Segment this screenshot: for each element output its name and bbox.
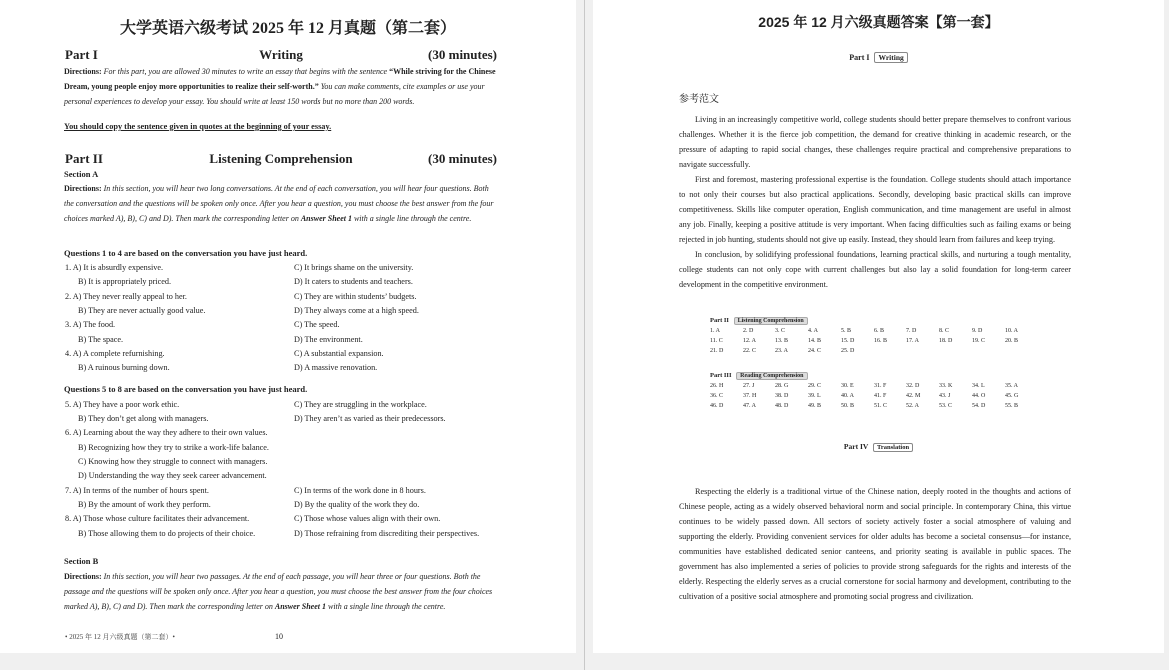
section-b-directions (64, 569, 498, 614)
reading-answer-cell: 45. G (1005, 393, 1019, 399)
listening-answer-cell: 14. B (808, 338, 822, 344)
option: B) They don’t get along with managers. (78, 414, 209, 423)
part1-name: Writing (259, 47, 303, 62)
option: C) In terms of the work done in 8 hours. (294, 486, 426, 495)
listening-answer-cell: 12. A (743, 338, 757, 344)
option: C) They are within students’ budgets. (294, 292, 417, 301)
translation-paragraph: Respecting the elderly is a traditional virtue of the Chinese nation, deeply rooted in the thoughts and actions of Chinese people, acting as a widely observed behavioral norm and social principle. In contemporary China, this virtue continues to be widely passed down. All sectors of society actively foster a social atmosphere of valuing and supporting the elderly. Providing convenient services for older adults has become a societal consensus—for instance, communities have established dedicated senior canteens, and priority seating is available in public spaces. The government has also implemented a series of policies to provide strong safeguards for the rights and interests of the elderly. Respecting the elderly serves as a crucial cornerstone for social harmony and development, contributing to the cultivation of a positive social atmosphere and promoting social progress and civilization. (679, 487, 1071, 601)
page-divider (584, 0, 585, 670)
section-b-label: Section B (64, 556, 99, 566)
reference-essay-heading: 参考范文 (679, 94, 719, 105)
reading-answer-cell: 37. H (743, 393, 757, 399)
translation-tag: Translation (873, 443, 913, 452)
reading-answer-cell: 40. A (841, 393, 855, 399)
reading-answer-cell: 34. L (972, 383, 985, 389)
option: B) It is appropriately priced. (78, 277, 171, 286)
part2-answer-header (710, 317, 808, 325)
listening-answer-cell: 7. D (906, 328, 917, 334)
section-a-label: Section A (64, 169, 99, 179)
translation-text (679, 484, 1071, 604)
reading-answer-cell: 47. A (743, 403, 757, 409)
part2-name: Listening Comprehension (209, 151, 353, 166)
listening-answer-cell: 10. A (1005, 328, 1019, 334)
part3-answer-header (710, 372, 808, 380)
listening-answer-cell: 20. B (1005, 338, 1019, 344)
reading-answer-cell: 26. H (710, 383, 724, 389)
option: 3. A) The food. (65, 320, 116, 329)
reading-answer-cell: 50. B (841, 403, 855, 409)
part1-dir-label: Directions: (64, 67, 102, 76)
option: B) Recognizing how they try to strike a work-life balance. (78, 443, 269, 452)
listening-answer-cell: 24. C (808, 348, 822, 354)
option: D) They aren’t as varied as their predecessors. (294, 414, 446, 423)
reading-answer-cell: 43. J (939, 393, 951, 399)
reading-answer-cell: 28. G (775, 383, 789, 389)
part1-time: (30 minutes) (428, 47, 497, 62)
part2-answer-label: Part II (710, 317, 729, 324)
option: D) A massive renovation. (294, 363, 378, 372)
option: B) By the amount of work they perform. (78, 500, 211, 509)
listening-answer-cell: 6. B (874, 328, 885, 334)
left-document-page (0, 0, 576, 653)
reading-answer-cell: 30. E (841, 383, 854, 389)
option: C) Knowing how they struggle to connect with managers. (78, 457, 268, 466)
part4-answer-label: Part IV (843, 442, 869, 451)
reading-answer-cell: 41. F (874, 393, 887, 399)
section-b-dir-text: In this section, you will hear two passages. At the end of each passage, you will hear three or four questions. Both the passage and the questions will be spoken only once. After you hear a question, you must choose the best answer from the four choices marked A), B), C) and D). Then mark the corresponding letter on (64, 572, 493, 611)
option: 8. A) Those whose culture facilitates their advancement. (65, 514, 250, 523)
section-a-answer-sheet: Answer Sheet 1 (300, 214, 352, 223)
page-footer: • 2025 年 12 月六级真题（第二套）• (65, 633, 175, 641)
part1-answer-label: Part I (849, 53, 870, 62)
listening-answer-cell: 9. D (972, 328, 983, 334)
reference-essay (679, 112, 1071, 292)
part1-directions (64, 64, 498, 109)
listening-tag: Listening Comprehension (734, 317, 808, 325)
part2-label: Part II (65, 151, 103, 166)
writing-tag: Writing (874, 52, 907, 63)
essay-paragraph: First and foremost, mastering professional expertise is the foundation. College students should attach importance to not only their courses but also practical applications. Secondly, developing basic practical skills can improve competitiveness. Skills like computer operation, English communication, and time management are useful in almost any job. Finally, keeping a positive attitude is very important. When facing difficulties such as failing exams or being rejected in job hunting, students should not give up easily. Instead, they should learn from failures and keep trying. (679, 175, 1071, 244)
listening-answer-cell: 17. A (906, 338, 920, 344)
option: C) The speed. (294, 320, 340, 329)
section-a-dir-label: Directions: (64, 184, 102, 193)
listening-answer-cell: 4. A (808, 328, 819, 334)
option: 6. A) Learning about the way they adhere to their own values. (65, 428, 268, 437)
option: D) They always come at a high speed. (294, 306, 419, 315)
option: D) It caters to students and teachers. (294, 277, 413, 286)
option: 1. A) It is absurdly expensive. (65, 263, 164, 272)
reading-answer-cell: 52. A (906, 403, 920, 409)
reading-answer-cell: 48. D (775, 403, 789, 409)
option: 7. A) In terms of the number of hours spent. (65, 486, 209, 495)
reading-answer-cell: 33. K (939, 383, 953, 389)
option: B) They are never actually good value. (78, 306, 206, 315)
option: D) Understanding the way they seek career advancement. (78, 471, 267, 480)
listening-answer-cell: 5. B (841, 328, 852, 334)
option: C) It brings shame on the university. (294, 263, 414, 272)
reading-answer-cell: 31. F (874, 383, 887, 389)
option: D) The environment. (294, 335, 363, 344)
option: B) Those allowing them to do projects of their choice. (78, 529, 256, 538)
reading-answer-cell: 38. D (775, 393, 789, 399)
section-a-directions (64, 181, 498, 226)
listening-answer-cell: 13. B (775, 338, 789, 344)
option: B) The space. (78, 335, 124, 344)
option: C) Those whose values align with their own. (294, 514, 441, 523)
exam-title: 大学英语六级考试 2025 年 12 月真题（第二套） (119, 20, 456, 37)
reading-answer-cell: 54. D (972, 403, 986, 409)
reading-answer-cell: 53. C (939, 403, 953, 409)
reading-answer-cell: 39. L (808, 393, 821, 399)
reading-answer-cell: 42. M (906, 393, 921, 399)
page-number: 10 (275, 632, 283, 641)
listening-answer-cell: 21. D (710, 348, 724, 354)
reading-answer-cell: 27. J (743, 383, 755, 389)
reading-answer-cell: 51. C (874, 403, 888, 409)
reading-answer-cell: 29. C (808, 383, 822, 389)
part4-answer-header (593, 442, 1164, 452)
part1-dir-text-2: You can make comments, cite examples or use your personal experiences to develop your essay. You should write at least 150 words but no more than 200 words. (64, 82, 485, 106)
section-b-dir-end: with a single line through the centre. (327, 602, 446, 611)
listening-answer-cell: 8. C (939, 328, 950, 334)
reading-answer-cell: 36. C (710, 393, 724, 399)
listening-answer-cell: 15. D (841, 338, 855, 344)
reading-answer-cell: 55. B (1005, 403, 1019, 409)
essay-paragraph: Living in an increasingly competitive world, college students should better prepare themselves to confront various challenges. Whether it is the fierce job competition, the demand for creative thinking in academic research, or the pressure of adapting to rapid social changes, these challenges require practical and comprehensive preparations to navigate successfully. (679, 115, 1071, 169)
part1-quote: “While striving for the Chinese Dream, young people enjoy more opportunities to realize their self-worth.” (64, 67, 496, 91)
listening-answer-cell: 11. C (710, 338, 723, 344)
section-a-dir-text: In this section, you will hear two long conversations. At the end of each conversation, you will hear four questions. Both the conversation and the questions will be spoken only once. After you hear a question, you must choose the best answer from the four choices marked A), B), C) and D). Then mark the corresponding letter on (64, 184, 494, 223)
listening-answer-cell: 1. A (710, 328, 721, 334)
reading-answer-cell: 46. D (710, 403, 724, 409)
part3-answer-label: Part III (710, 372, 732, 379)
reading-answer-cell: 44. O (972, 393, 986, 399)
essay-paragraph: In conclusion, by solidifying professional foundations, learning practical skills, and nurturing a tough mentality, college students can not only cope with current challenges but also lay a solid foundation for long-term career development in the competitive environment. (679, 250, 1071, 289)
questions-5-8-heading: Questions 5 to 8 are based on the conversation you have just heard. (64, 384, 308, 394)
listening-answer-cell: 19. C (972, 338, 986, 344)
option: 5. A) They have a poor work ethic. (65, 400, 180, 409)
listening-answer-cell: 16. B (874, 338, 888, 344)
listening-answer-cell: 22. C (743, 348, 757, 354)
option: D) By the quality of the work they do. (294, 500, 420, 509)
reading-answer-cell: 49. B (808, 403, 822, 409)
option: 4. A) A complete refurnishing. (65, 349, 165, 358)
option: C) A substantial expansion. (294, 349, 384, 358)
part1-answer-header (593, 52, 1164, 63)
questions-1-4-heading: Questions 1 to 4 are based on the conversation you have just heard. (64, 248, 308, 258)
part1-copy-note: You should copy the sentence given in quotes at the beginning of your essay. (64, 122, 332, 131)
reading-tag: Reading Comprehension (736, 372, 807, 380)
right-document-page (593, 0, 1164, 653)
listening-answer-cell: 23. A (775, 348, 789, 354)
section-b-dir-label: Directions: (64, 572, 102, 581)
part2-header (65, 151, 497, 167)
part1-dir-text: For this part, you are allowed 30 minutes to write an essay that begins with the sentence (103, 67, 388, 76)
listening-answer-cell: 2. D (743, 328, 754, 334)
part1-header (65, 47, 497, 63)
option: 2. A) They never really appeal to her. (65, 292, 187, 301)
option: C) They are struggling in the workplace. (294, 400, 427, 409)
section-b-answer-sheet: Answer Sheet 1 (274, 602, 326, 611)
part1-label: Part I (65, 47, 98, 62)
section-a-dir-end: with a single line through the centre. (353, 214, 472, 223)
answer-title: 2025 年 12 月六级真题答案【第一套】 (758, 14, 999, 30)
reading-answer-cell: 32. D (906, 383, 920, 389)
reading-answer-cell: 35. A (1005, 383, 1019, 389)
listening-answer-cell: 25. D (841, 348, 855, 354)
option: D) Those refraining from discrediting their perspectives. (294, 529, 480, 538)
part2-time: (30 minutes) (428, 151, 497, 166)
listening-answer-cell: 3. C (775, 328, 786, 334)
listening-answer-cell: 18. D (939, 338, 953, 344)
option: B) A ruinous burning down. (78, 363, 170, 372)
